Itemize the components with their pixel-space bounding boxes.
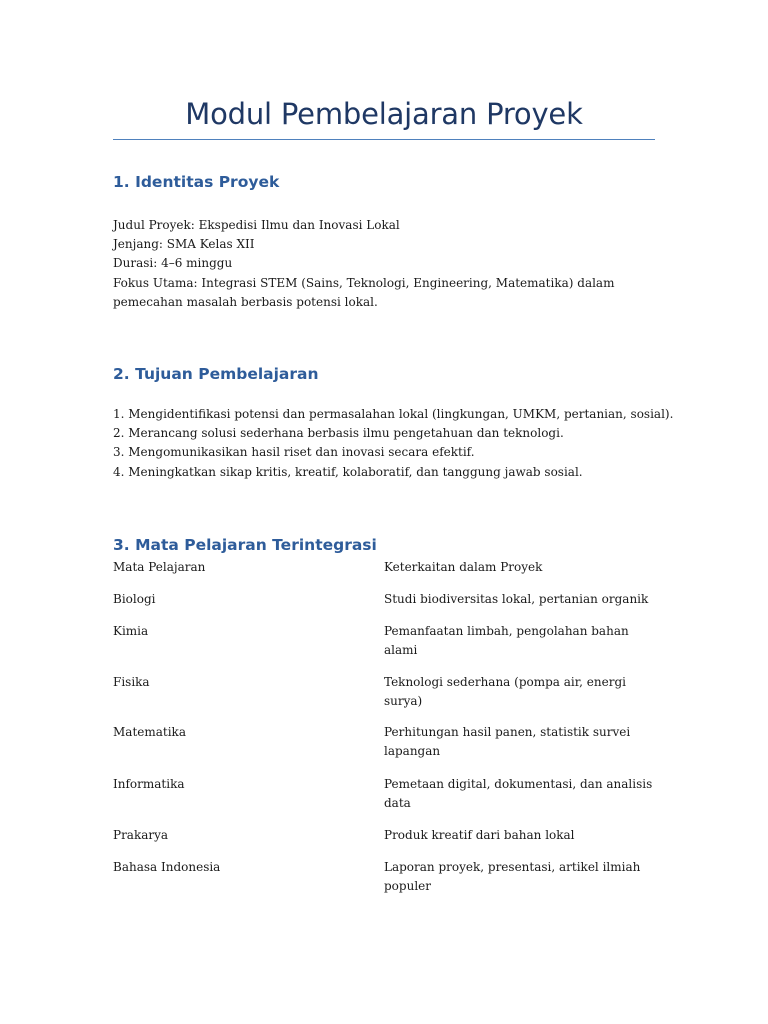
project-identity-text xyxy=(113,216,614,312)
page-title: Modul Pembelajaran Proyek xyxy=(185,97,583,131)
objective-item: 4. Meningkatkan sikap kritis, kreatif, kolaboratif, dan tanggung jawab sosial. xyxy=(113,464,583,479)
objective-item: 1. Mengidentifikasi potensi dan permasalahan lokal (lingkungan, UMKM, pertanian, sosial). xyxy=(113,407,674,421)
duration-line: Durasi: 4–6 minggu xyxy=(113,256,233,271)
objective-item: 3. Mengomunikasikan hasil riset dan inovasi secara efektif. xyxy=(113,445,475,460)
table-cell-subject: Informatika xyxy=(113,777,185,791)
table-cell-subject: Fisika xyxy=(113,675,150,689)
table-header-subject: Mata Pelajaran xyxy=(113,560,206,574)
learning-objectives-list xyxy=(113,405,673,482)
table-cell-relevance: Perhitungan hasil panen, statistik survei lapangan xyxy=(384,725,631,759)
table-cell-subject: Matematika xyxy=(113,725,186,739)
section-3-heading: 3. Mata Pelajaran Terintegrasi xyxy=(113,536,377,554)
table-cell-relevance: Laporan proyek, presentasi, artikel ilmiah populer xyxy=(384,860,641,894)
table-cell-relevance: Produk kreatif dari bahan lokal xyxy=(384,828,575,842)
table-cell-subject: Biologi xyxy=(113,592,156,606)
table-cell-subject: Kimia xyxy=(113,624,149,638)
table-cell-relevance: Pemetaan digital, dokumentasi, dan analisis data xyxy=(384,777,653,811)
table-cell-subject: Bahasa Indonesia xyxy=(113,860,221,874)
table-cell-relevance: Pemanfaatan limbah, pengolahan bahan alami xyxy=(384,624,629,658)
section-2-heading: 2. Tujuan Pembelajaran xyxy=(113,365,319,383)
title-underline xyxy=(113,139,655,140)
focus-line: Fokus Utama: Integrasi STEM (Sains, Teknologi, Engineering, Matematika) dalam xyxy=(113,275,615,290)
project-title-line: Judul Proyek: Ekspedisi Ilmu dan Inovasi Lokal xyxy=(113,218,400,232)
table-header-relevance: Keterkaitan dalam Proyek xyxy=(384,560,543,574)
table-cell-relevance: Studi biodiversitas lokal, pertanian organik xyxy=(384,592,649,606)
table-cell-relevance: Teknologi sederhana (pompa air, energi surya) xyxy=(384,675,626,709)
table-cell-subject: Prakarya xyxy=(113,828,169,842)
objective-item: 2. Merancang solusi sederhana berbasis ilmu pengetahuan dan teknologi. xyxy=(113,426,564,441)
section-1-heading: 1. Identitas Proyek xyxy=(113,173,280,191)
focus-line-continued: pemecahan masalah berbasis potensi lokal. xyxy=(113,294,378,309)
level-line: Jenjang: SMA Kelas XII xyxy=(113,237,255,252)
